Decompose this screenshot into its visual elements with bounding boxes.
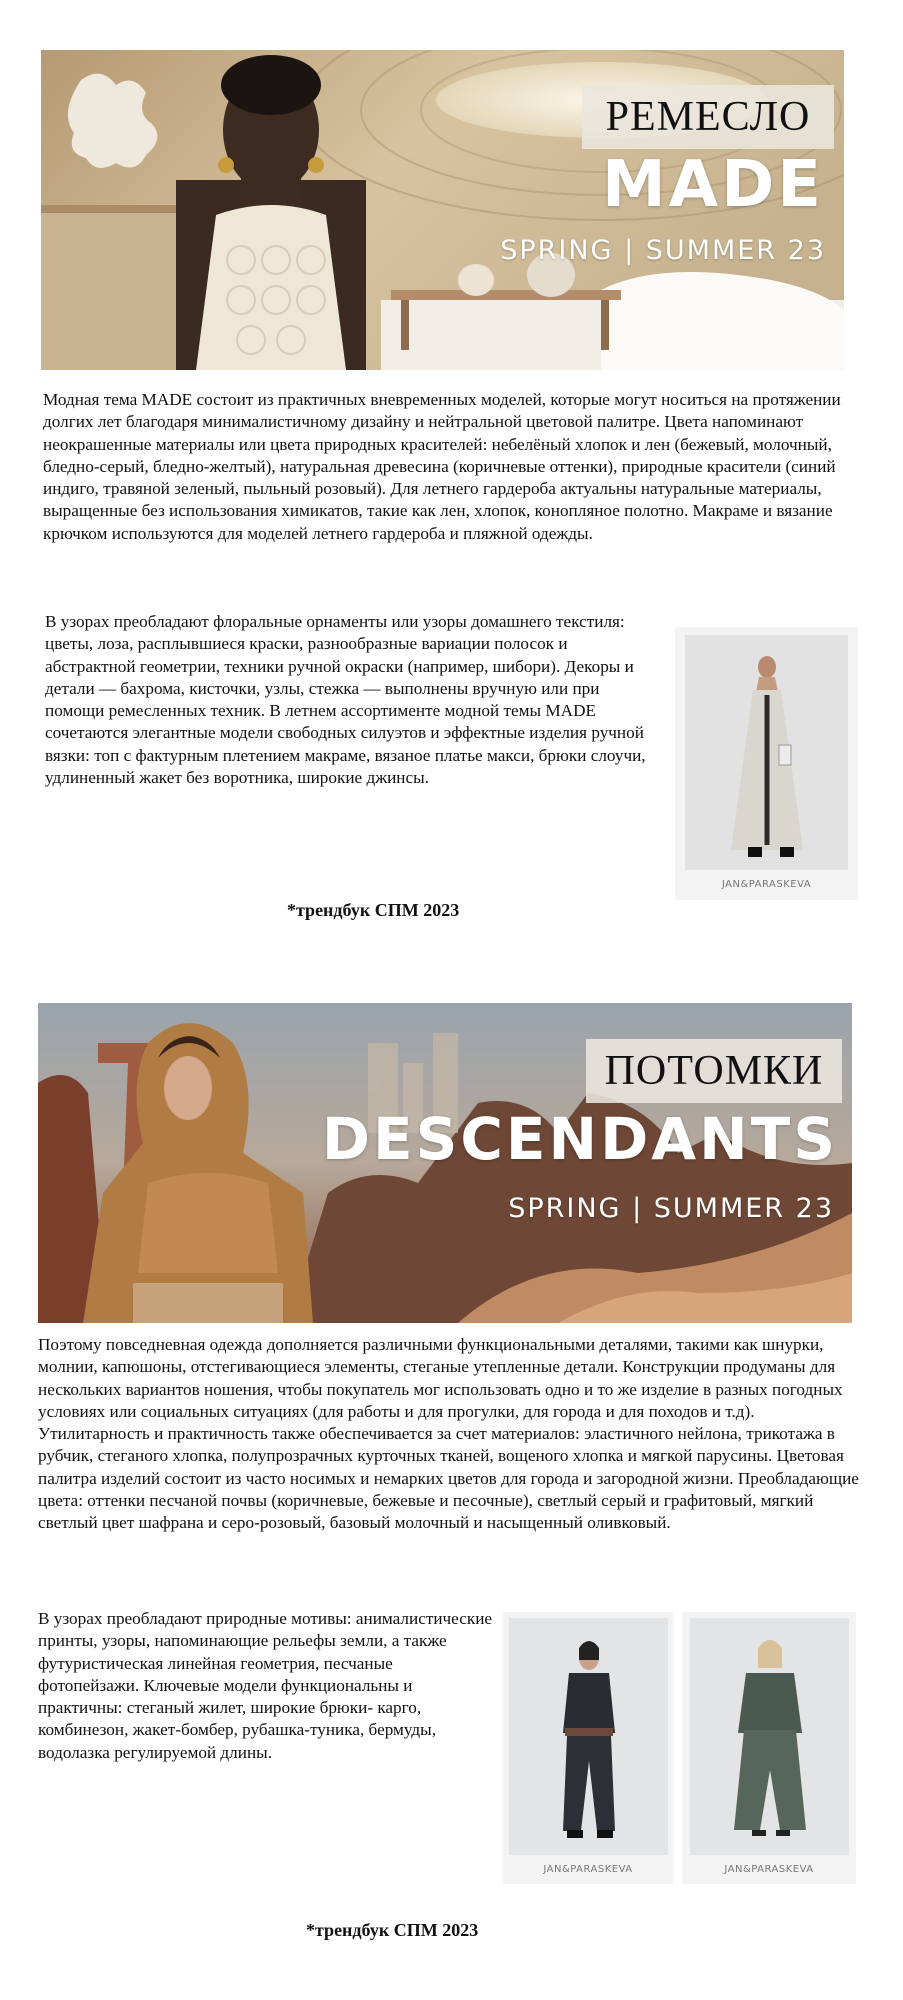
descendants-model-photo-1 — [509, 1618, 668, 1855]
made-title-ru: РЕМЕСЛО — [582, 85, 834, 149]
descendants-title-en: DESCENDANTS — [321, 1105, 838, 1173]
made-model-photo — [685, 635, 848, 870]
made-banner — [41, 50, 844, 370]
descendants-title-ru: ПОТОМКИ — [586, 1039, 842, 1103]
descendants-photo-caption-2: JAN&PARASKEVA — [724, 1864, 814, 1875]
descendants-source: *трендбук СПМ 2023 — [306, 1920, 479, 1940]
descendants-season: SPRING | SUMMER 23 — [508, 1193, 834, 1224]
made-intro-paragraph: Модная тема MADE состоит из практичных вневременных моделей, которые могут носиться на протяжении долгих лет благодаря минималистичному дизайну и нейтральной цветовой палитре. Цвета напоминают неокрашенные материалы или цвета природных красителей: небелёный хлопок и лен (бежевый, молочный, бледно-серый, бледно-желтый), натуральная древесина (коричневые оттенки), природные красители (синий индиго, травяной зеленый, пыльный розовый). Для летнего гардероба актуальны натуральные материалы, выращенные без использования химикатов, такие как лен, хлопок, конопляное полотно. Макраме и вязание крючком используются для моделей летнего гардероба и пляжной одежды. — [43, 390, 841, 543]
descendants-photo-card-1 — [503, 1612, 673, 1884]
made-photo-card — [675, 627, 858, 900]
descendants-model-photo-2 — [690, 1618, 849, 1855]
made-season: SPRING | SUMMER 23 — [500, 235, 826, 266]
descendants-photo-card-2 — [682, 1612, 856, 1884]
descendants-patterns-paragraph: В узорах преобладают природные мотивы: анималистические принты, узоры, напоминающие рельефы земли, а также футуристическая линейная геометрия, песчаные фотопейзажи. Ключевые модели функциональны и практичны: стеганый жилет, широкие брюки- карго, комбинезон, жакет-бомбер, рубашка-туника, бермуды, водолазка регулируемой длины. — [38, 1609, 493, 1762]
made-title-en: MADE — [601, 148, 824, 222]
made-photo-caption: JAN&PARASKEVA — [721, 879, 812, 890]
descendants-intro-paragraph: Поэтому повседневная одежда дополняется различными функциональными деталями, такими как шнурки, молнии, капюшоны, отстегивающиеся элементы, стеганые утепленные детали. Конструкции продуманы для нескольких вариантов ношения, чтобы покупатель мог использовать одно и то же изделие в разных погодных условиях или социальных ситуациях (для работы и для прогулки, для города и для походов и т.д). Утилитарность и практичность также обеспечивается за счет материалов: эластичного нейлона, трикотажа в рубчик, стеганого хлопка, полупрозрачных курточных тканей, вощеного хлопка и мягкой парусины. Цветовая палитра изделий состоит из часто носимых и немарких цветов для города и загородной жизни. Преобладающие цвета: оттенки песчаной почвы (коричневые, бежевые и песочные), светлый серый и графитовый, мягкий светлый цвет шафрана и серо-розовый, базовый молочный и насыщенный оливковый. — [38, 1335, 859, 1533]
descendants-photo-caption-1: JAN&PARASKEVA — [543, 1864, 633, 1875]
descendants-banner — [38, 1003, 852, 1323]
made-patterns-paragraph: В узорах преобладают флоральные орнаменты или узоры домашнего текстиля: цветы, лоза, расплывшиеся краски, разнообразные вариации полосок и абстрактной геометрии, техники ручной окраски (например, шибори). Декоры и детали — бахрома, кисточки, узлы, стежка — выполнены вручную или при помощи ремесленных техник. В летнем ассортименте модной темы MADE сочетаются элегантные модели свободных силуэтов и эффектные изделия ручной вязки: топ с фактурным плетением макраме, вязаное платье макси, брюки слоучи, удлиненный жакет без воротника, широкие джинсы. — [45, 612, 646, 788]
made-source: *трендбук СПМ 2023 — [287, 900, 460, 920]
